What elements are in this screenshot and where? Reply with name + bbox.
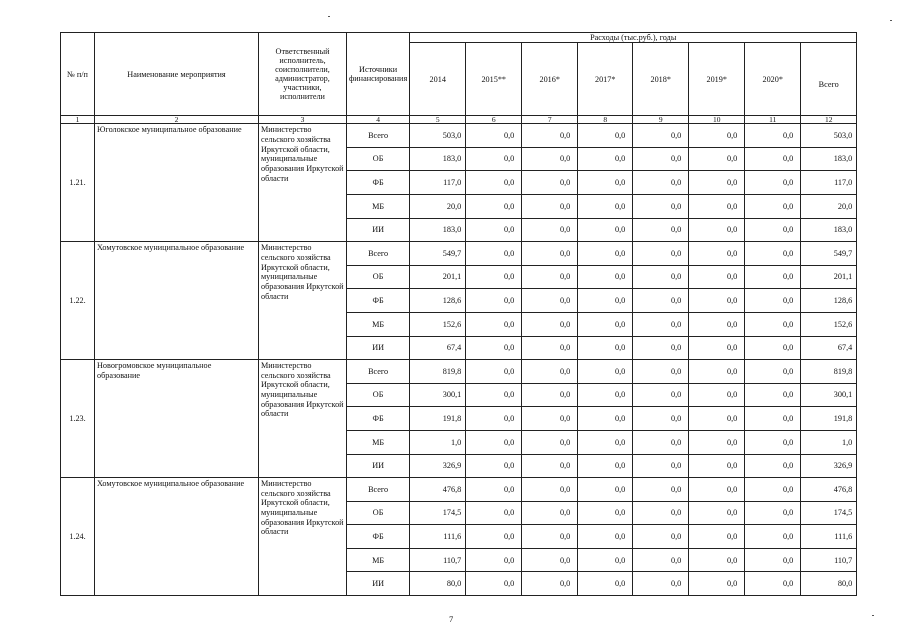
year-value-cell: 0,0: [745, 525, 801, 549]
column-index: 2: [95, 116, 259, 124]
group-number: 1.21.: [61, 124, 95, 242]
year-value-cell: 0,0: [466, 572, 522, 596]
year-value-cell: 0,0: [522, 407, 578, 431]
funding-source: ОБ: [347, 383, 410, 407]
year-value-cell: 0,0: [466, 265, 522, 289]
year-value-cell: 476,8: [410, 478, 466, 502]
year-value-cell: 0,0: [633, 242, 689, 266]
year-value-cell: 0,0: [745, 478, 801, 502]
year-value-cell: 0,0: [466, 383, 522, 407]
year-value-cell: 0,0: [689, 124, 745, 148]
year-value-cell: 300,1: [410, 383, 466, 407]
measure-name: Хомутовское муниципальное образование: [95, 242, 259, 360]
header-year: 2016*: [522, 43, 578, 116]
year-value-cell: 0,0: [578, 454, 633, 478]
year-value-cell: 201,1: [410, 265, 466, 289]
funding-source: ФБ: [347, 407, 410, 431]
year-value-cell: 0,0: [633, 501, 689, 525]
funding-source: ИИ: [347, 218, 410, 242]
total-cell: 152,6: [801, 312, 857, 336]
column-index: 4: [347, 116, 410, 124]
year-value-cell: 0,0: [633, 572, 689, 596]
group-number: 1.23.: [61, 360, 95, 478]
year-value-cell: 0,0: [522, 478, 578, 502]
table-body: [61, 124, 857, 596]
year-value-cell: 0,0: [466, 336, 522, 360]
year-value-cell: 0,0: [633, 430, 689, 454]
year-value-cell: 0,0: [522, 548, 578, 572]
year-value-cell: 0,0: [578, 478, 633, 502]
year-value-cell: 0,0: [689, 289, 745, 313]
year-value-cell: 0,0: [689, 407, 745, 431]
year-value-cell: 0,0: [633, 171, 689, 195]
year-value-cell: 0,0: [578, 218, 633, 242]
year-value-cell: 0,0: [689, 430, 745, 454]
year-value-cell: 117,0: [410, 171, 466, 195]
total-cell: 1,0: [801, 430, 857, 454]
measure-name: Новогромовское муниципальное образование: [95, 360, 259, 478]
year-value-cell: 0,0: [745, 430, 801, 454]
year-value-cell: 0,0: [633, 124, 689, 148]
year-value-cell: 0,0: [466, 407, 522, 431]
group-number: 1.22.: [61, 242, 95, 360]
year-value-cell: 0,0: [745, 572, 801, 596]
year-value-cell: 0,0: [689, 478, 745, 502]
column-index: 5: [410, 116, 466, 124]
header-num: № п/п: [61, 33, 95, 116]
year-value-cell: 0,0: [689, 147, 745, 171]
column-index: 9: [633, 116, 689, 124]
column-index: 12: [801, 116, 857, 124]
year-value-cell: 0,0: [522, 454, 578, 478]
column-index: 8: [578, 116, 633, 124]
year-value-cell: 0,0: [466, 242, 522, 266]
year-value-cell: 326,9: [410, 454, 466, 478]
year-value-cell: 0,0: [689, 501, 745, 525]
scan-speck: [328, 16, 330, 17]
year-value-cell: 0,0: [689, 572, 745, 596]
year-value-cell: 0,0: [578, 171, 633, 195]
year-value-cell: 0,0: [689, 265, 745, 289]
funding-source: МБ: [347, 312, 410, 336]
year-value-cell: 0,0: [522, 242, 578, 266]
year-value-cell: 183,0: [410, 218, 466, 242]
year-value-cell: 0,0: [466, 147, 522, 171]
year-value-cell: 0,0: [689, 548, 745, 572]
header-source: Источники финансирования: [347, 33, 410, 116]
year-value-cell: 0,0: [466, 478, 522, 502]
year-value-cell: 0,0: [578, 194, 633, 218]
year-value-cell: 0,0: [466, 124, 522, 148]
year-value-cell: 0,0: [578, 147, 633, 171]
funding-source: ФБ: [347, 289, 410, 313]
measure-name: Хомутовское муниципальное образование: [95, 478, 259, 596]
year-value-cell: 0,0: [745, 218, 801, 242]
year-value-cell: 0,0: [745, 336, 801, 360]
total-cell: 503,0: [801, 124, 857, 148]
funding-source: Всего: [347, 124, 410, 148]
responsible-executor: Министерство сельского хозяйства Иркутской области, муниципальные образования Иркутской области: [259, 360, 347, 478]
funding-source: ИИ: [347, 454, 410, 478]
header-year: 2020*: [745, 43, 801, 116]
table-row: [61, 124, 857, 148]
year-value-cell: 0,0: [633, 478, 689, 502]
year-value-cell: 0,0: [578, 289, 633, 313]
year-value-cell: 0,0: [466, 501, 522, 525]
header-year: 2019*: [689, 43, 745, 116]
table-row: [61, 360, 857, 384]
year-value-cell: 0,0: [578, 525, 633, 549]
year-value-cell: 128,6: [410, 289, 466, 313]
year-value-cell: 0,0: [578, 383, 633, 407]
year-value-cell: 0,0: [466, 548, 522, 572]
total-cell: 80,0: [801, 572, 857, 596]
year-value-cell: 0,0: [745, 194, 801, 218]
year-value-cell: 0,0: [466, 218, 522, 242]
funding-source: ОБ: [347, 501, 410, 525]
year-value-cell: 0,0: [745, 242, 801, 266]
total-cell: 191,8: [801, 407, 857, 431]
funding-source: Всего: [347, 242, 410, 266]
year-value-cell: 0,0: [578, 336, 633, 360]
year-value-cell: 0,0: [578, 501, 633, 525]
funding-source: ОБ: [347, 265, 410, 289]
year-value-cell: 0,0: [689, 336, 745, 360]
year-value-cell: 0,0: [633, 548, 689, 572]
year-value-cell: 0,0: [522, 265, 578, 289]
year-value-cell: 0,0: [745, 265, 801, 289]
year-value-cell: 191,8: [410, 407, 466, 431]
year-value-cell: 0,0: [522, 525, 578, 549]
year-value-cell: 503,0: [410, 124, 466, 148]
year-value-cell: 0,0: [633, 194, 689, 218]
year-value-cell: 0,0: [745, 147, 801, 171]
header-spend: Расходы (тыс.руб.), годы: [410, 33, 857, 43]
year-value-cell: 0,0: [522, 501, 578, 525]
year-value-cell: 0,0: [633, 454, 689, 478]
funding-source: ОБ: [347, 147, 410, 171]
table-row: [61, 478, 857, 502]
year-value-cell: 174,5: [410, 501, 466, 525]
header-total: Всего: [801, 43, 857, 116]
year-value-cell: 0,0: [745, 383, 801, 407]
year-value-cell: 819,8: [410, 360, 466, 384]
year-value-cell: 0,0: [522, 147, 578, 171]
year-value-cell: 0,0: [689, 454, 745, 478]
total-cell: 20,0: [801, 194, 857, 218]
total-cell: 549,7: [801, 242, 857, 266]
header-year: 2015**: [466, 43, 522, 116]
header-year: 2017*: [578, 43, 633, 116]
year-value-cell: 20,0: [410, 194, 466, 218]
responsible-executor: Министерство сельского хозяйства Иркутской области, муниципальные образования Иркутской области: [259, 124, 347, 242]
year-value-cell: 67,4: [410, 336, 466, 360]
header-name: Наименование мероприятия: [95, 33, 259, 116]
year-value-cell: 0,0: [633, 336, 689, 360]
responsible-executor: Министерство сельского хозяйства Иркутской области, муниципальные образования Иркутской области: [259, 242, 347, 360]
funding-source: МБ: [347, 194, 410, 218]
funding-source: ФБ: [347, 525, 410, 549]
total-cell: 110,7: [801, 548, 857, 572]
year-value-cell: 0,0: [522, 194, 578, 218]
year-value-cell: 0,0: [578, 572, 633, 596]
year-value-cell: 0,0: [578, 242, 633, 266]
year-value-cell: 0,0: [633, 383, 689, 407]
total-cell: 128,6: [801, 289, 857, 313]
year-value-cell: 0,0: [466, 525, 522, 549]
total-cell: 174,5: [801, 501, 857, 525]
year-value-cell: 0,0: [522, 312, 578, 336]
year-value-cell: 0,0: [522, 124, 578, 148]
year-value-cell: 152,6: [410, 312, 466, 336]
year-value-cell: 0,0: [689, 312, 745, 336]
year-value-cell: 0,0: [466, 360, 522, 384]
year-value-cell: 0,0: [633, 407, 689, 431]
header-year: 2014: [410, 43, 466, 116]
funding-source: МБ: [347, 548, 410, 572]
funding-source: Всего: [347, 360, 410, 384]
total-cell: 183,0: [801, 147, 857, 171]
year-value-cell: 0,0: [578, 430, 633, 454]
year-value-cell: 0,0: [578, 124, 633, 148]
scan-speck: [872, 615, 874, 616]
total-cell: 111,6: [801, 525, 857, 549]
funding-source: ФБ: [347, 171, 410, 195]
year-value-cell: 0,0: [745, 312, 801, 336]
year-value-cell: 0,0: [466, 194, 522, 218]
year-value-cell: 0,0: [745, 454, 801, 478]
page-number: 7: [449, 614, 454, 624]
funding-source: МБ: [347, 430, 410, 454]
total-cell: 201,1: [801, 265, 857, 289]
year-value-cell: 0,0: [522, 572, 578, 596]
year-value-cell: 0,0: [689, 242, 745, 266]
year-value-cell: 0,0: [689, 360, 745, 384]
total-cell: 476,8: [801, 478, 857, 502]
year-value-cell: 0,0: [578, 312, 633, 336]
total-cell: 183,0: [801, 218, 857, 242]
year-value-cell: 0,0: [466, 454, 522, 478]
column-index: 1: [61, 116, 95, 124]
year-value-cell: 0,0: [578, 265, 633, 289]
year-value-cell: 0,0: [522, 171, 578, 195]
year-value-cell: 0,0: [745, 124, 801, 148]
funding-source: Всего: [347, 478, 410, 502]
year-value-cell: 0,0: [689, 171, 745, 195]
year-value-cell: 0,0: [689, 383, 745, 407]
table-row: [61, 242, 857, 266]
year-value-cell: 0,0: [633, 147, 689, 171]
column-index: 7: [522, 116, 578, 124]
year-value-cell: 0,0: [522, 383, 578, 407]
year-value-cell: 0,0: [522, 289, 578, 313]
column-index: 10: [689, 116, 745, 124]
year-value-cell: 0,0: [689, 218, 745, 242]
year-value-cell: 0,0: [466, 171, 522, 195]
column-index: 3: [259, 116, 347, 124]
total-cell: 67,4: [801, 336, 857, 360]
year-value-cell: 0,0: [522, 336, 578, 360]
year-value-cell: 0,0: [745, 407, 801, 431]
column-index: 11: [745, 116, 801, 124]
year-value-cell: 0,0: [522, 360, 578, 384]
year-value-cell: 0,0: [633, 218, 689, 242]
column-index: 6: [466, 116, 522, 124]
year-value-cell: 0,0: [745, 289, 801, 313]
year-value-cell: 0,0: [466, 289, 522, 313]
year-value-cell: 1,0: [410, 430, 466, 454]
year-value-cell: 0,0: [578, 407, 633, 431]
year-value-cell: 110,7: [410, 548, 466, 572]
total-cell: 300,1: [801, 383, 857, 407]
funding-source: ИИ: [347, 572, 410, 596]
year-value-cell: 0,0: [745, 171, 801, 195]
year-value-cell: 80,0: [410, 572, 466, 596]
year-value-cell: 0,0: [522, 430, 578, 454]
total-cell: 117,0: [801, 171, 857, 195]
year-value-cell: 0,0: [633, 289, 689, 313]
group-number: 1.24.: [61, 478, 95, 596]
year-value-cell: 0,0: [633, 265, 689, 289]
total-cell: 819,8: [801, 360, 857, 384]
year-value-cell: 0,0: [689, 525, 745, 549]
year-value-cell: 0,0: [466, 312, 522, 336]
year-value-cell: 0,0: [578, 360, 633, 384]
column-index-row: [61, 116, 857, 124]
total-cell: 326,9: [801, 454, 857, 478]
year-value-cell: 0,0: [745, 360, 801, 384]
header-year: 2018*: [633, 43, 689, 116]
measure-name: Юголокское муниципальное образование: [95, 124, 259, 242]
year-value-cell: 0,0: [633, 525, 689, 549]
year-value-cell: 0,0: [633, 312, 689, 336]
year-value-cell: 549,7: [410, 242, 466, 266]
header-responsible: Ответственный исполнитель, соисполнители, администратор, участники, исполнители: [259, 33, 347, 116]
year-value-cell: 0,0: [689, 194, 745, 218]
funding-source: ИИ: [347, 336, 410, 360]
year-value-cell: 0,0: [745, 548, 801, 572]
year-value-cell: 111,6: [410, 525, 466, 549]
budget-table: [60, 32, 857, 596]
year-value-cell: 0,0: [578, 548, 633, 572]
year-value-cell: 0,0: [522, 218, 578, 242]
scan-speck: [890, 20, 892, 21]
year-value-cell: 183,0: [410, 147, 466, 171]
responsible-executor: Министерство сельского хозяйства Иркутской области, муниципальные образования Иркутской области: [259, 478, 347, 596]
year-value-cell: 0,0: [745, 501, 801, 525]
year-value-cell: 0,0: [466, 430, 522, 454]
year-value-cell: 0,0: [633, 360, 689, 384]
